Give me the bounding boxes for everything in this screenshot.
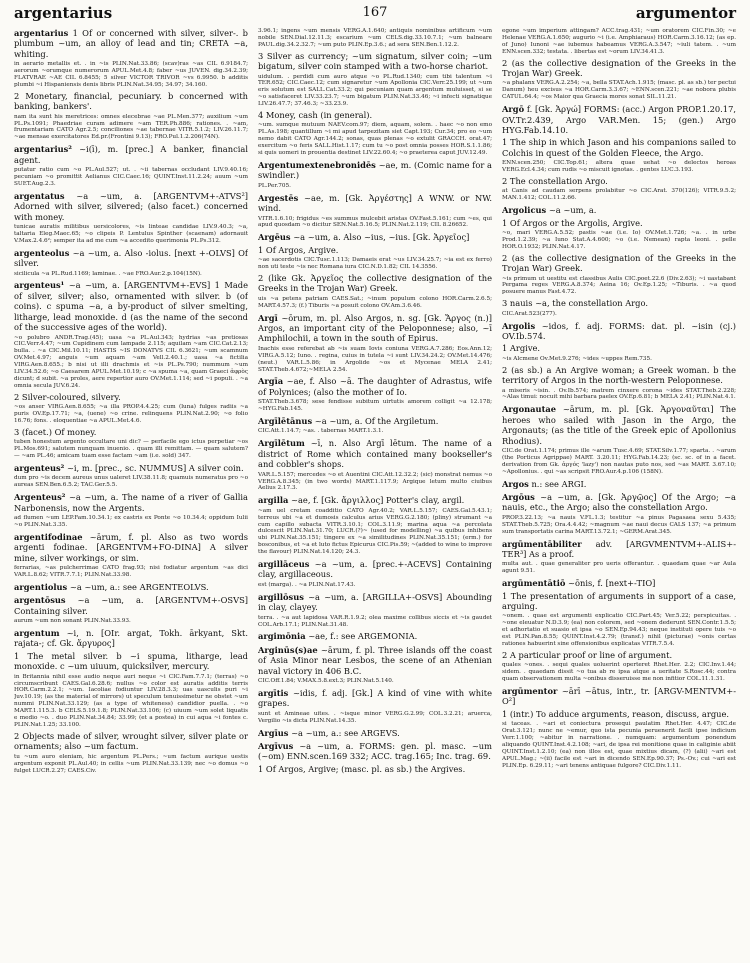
entry-text: ~i, n. [OIr. argat, Tokh. ārkyant, Skt. rajata-; cf. Gk. ἄργυρος]: [14, 628, 248, 649]
dictionary-entry: [258, 376, 492, 413]
citation-text: [502, 662, 736, 683]
headword: argentatus: [14, 190, 65, 201]
definition-text: [258, 728, 492, 738]
entry-text: 4 Money, cash (in general).: [258, 110, 373, 121]
headword: argītis: [258, 687, 289, 698]
entry-text: ~a ~um, a. FORMS: gen. pl. masc. ~um (~om) ENN.scen.169 332; ACC. trag.165; Inc. trag. 69.: [258, 740, 492, 762]
entry-text: ~a ~um, a. [ARGENTVM+-EVS] 1 Made of silver, silver; also, ornamented with silver. b (of coins). c spuma ~a, a by-product of silver smelting, litharge, lead monoxide. d (as the name of the second of the successive ages of the world).: [14, 280, 248, 333]
citation-text: [258, 615, 492, 629]
citation-text: [502, 356, 736, 363]
entry-text: tu ~um auro eleniam, hic argentum PL.Pers.; ~um factum aurique uestis argentum exponit PL.Aul.40; in cellis ~um PLIN.Nat.33.139; nec ~o domus ~o fulget LUCR.2.27; CAES.Civ.: [14, 753, 248, 774]
citation-text: [14, 439, 248, 460]
entry-text: a miseris ~isin. . Ov.Ib.574; matrem cinxere corona ~ides STAT.Theb.2.228; ~Alas timui: nocuit mihi barbara paelex OV.Ep.6.81; b MELA 2.41; PLIN.Nat.4.1.: [502, 387, 736, 401]
entry-text: terra. . ~a aut lapidosa VAR.R.1.9.2; olea maxime collibus siccis et ~is gaudet COL.Arb.17.1; PLIN.Nat.31.48.: [258, 614, 492, 628]
definition-text: [502, 321, 736, 342]
headword: Argīa: [258, 376, 284, 387]
headword: Argīvus: [258, 740, 294, 751]
dictionary-entry: [14, 463, 248, 489]
entry-text: multa aut. . quae generaliter pro ueris offerantur. . quaedam quae ~ar Aula agunt 9.51.: [502, 561, 736, 575]
entry-text: at Canis ad caudam serpens prolabitur ~o CIC.Arat. 370(126); VITR.9.5.2; MAN.1.412; COL.11.2.66.: [502, 188, 736, 202]
entry-text: ~a ~um, a. [prec.+-ACEVS] Containing clay, argillaceous.: [258, 559, 492, 580]
definition-text: [258, 273, 492, 294]
left-guide-word: argentarius: [14, 4, 113, 22]
headword: Argīlētānus: [258, 416, 313, 427]
entry-text: ~a ~um, a. [ARGENTVM+-ATVS²] Adorned with silver, silvered; (also facet.) concerned with money.: [14, 190, 248, 222]
definition-text: [258, 160, 492, 181]
entry-text: ~ae sacerdotis CIC.Tusc.1.113; Damaeis erat ~us LIV.34.25.7; ~ia est ex ferro) non uti teste ~is nec Romana iura CIC.N.D.1.82; CIL 14.3556.: [258, 257, 492, 271]
right-guide-word: argumentor: [635, 4, 736, 22]
entry-text: CIC.Off.1.84; V.MAX.5.8.ext.3; PLIN.Nat.5.140.: [258, 678, 394, 685]
headword: Argōus: [502, 492, 535, 502]
citation-text: [14, 754, 248, 775]
citation-text: [502, 311, 736, 318]
citation-text: [14, 565, 248, 579]
dictionary-entry: [14, 595, 248, 625]
citation-text: [502, 28, 736, 56]
entry-text: nam ita sunt his meretrices: omnes elecebrae ~ae PL.Men.377; auxilium ~um PL.Ps.1091; Phaedriae curam adimere ~am TER.Ph.886; rationes. . ~am, frumentariam CATO Agr.2.5; conciliones ~ae tabernae VITR.5.1.2; LIV.26.11.7; ~ae mensae exercitatores Ed.pr.(Frontini 9.13); FRO.Pul.1.2.206(74N).: [14, 113, 248, 141]
definition-text: [502, 58, 736, 79]
citation-text: [258, 508, 492, 556]
entry-text: 1 The ship in which Jason and his companions sailed to Colchis in quest of the Golden Fleece, the Argo.: [502, 137, 736, 158]
entry-text: 2 (as the collective designation of the Greeks in the Trojan War) Greek.: [502, 252, 736, 274]
entry-text: CIC.Att.1.14.7; ~as. . tabernas MART.1.3.1.: [258, 428, 384, 435]
headword: Argīus: [258, 727, 289, 738]
entry-text: quales ~ones. . sequi quales uoluerint operteret Rhet.Her. 2.2; CIC.Inv.1.44; sidem. . quaedam dissit ~o tua ab re ipsa atque a ueritate S.Rosc.44; contra quam observationem multa ~onibus disseruisse me non infitior COL.11.1.31.: [502, 662, 736, 683]
entry-text: ENN.scen.250; CIC.Top.61; altera quae uehat ~o delectos heroas VERG.Ecl.4.34; cum rudis ~o miscuit ignotas. . gentes LUC.3.193.: [502, 160, 736, 174]
dictionary-entry: [258, 28, 492, 157]
citation-text: [14, 475, 248, 489]
definition-text: [258, 645, 492, 676]
definition-text: [502, 365, 736, 386]
dictionary-entry: [14, 582, 248, 592]
definition-text: [14, 532, 248, 563]
dictionary-entry: [258, 495, 492, 556]
citation-text: [502, 188, 736, 202]
citation-text: [258, 28, 492, 49]
definition-text: [258, 741, 492, 762]
dictionary-entry: [258, 688, 492, 725]
entry-text: 3 nauis ~a, the constellation Argo.: [502, 298, 648, 309]
dictionary-entry: [14, 280, 248, 460]
entry-text: ~i(ī), m. [prec.] A banker, financial agent.: [14, 144, 248, 165]
citation-text: [502, 561, 736, 575]
page-number: 167: [362, 5, 388, 20]
headword: argentum: [14, 628, 60, 638]
entry-text: ferrarias, ~as pulcherrimae CATO frag.93; nisi fodiatur argentum ~as dici VAR.L.8.62; VITR.7.7.1; PLIN.Nat.33.98.: [14, 565, 248, 578]
dictionary-entry: [502, 205, 736, 317]
entry-text: f. [Gk. Ἀργώ] FORMS: (acc.) Argon PROP.1.20.17, OV.Tr.2.439, Argo VAR.Men. 15; (gen.) Argo HYG.Fab.14.10.: [502, 104, 736, 135]
definition-text: [258, 438, 492, 469]
definition-text: [258, 193, 492, 214]
definition-text: [14, 595, 248, 616]
definition-text: [258, 416, 492, 426]
citation-text: [258, 257, 492, 271]
dictionary-entry: [14, 144, 248, 188]
entry-text: 2 (as the collective designation of the Greeks in the Trojan War) Greek.: [502, 57, 736, 79]
dictionary-entry: [258, 416, 492, 435]
dictionary-entry: [258, 645, 492, 685]
definition-text: [14, 582, 248, 592]
definition-text: [258, 51, 492, 72]
dictionary-entry: [502, 492, 736, 536]
headword: argenteolus: [14, 247, 70, 258]
dictionary-entry: [258, 438, 492, 492]
definition-text: [14, 28, 248, 59]
dictionary-entry: [14, 191, 248, 245]
citation-text: [502, 388, 736, 402]
entry-text: ~a ~um, a.: [548, 205, 597, 216]
dictionary-entry: [502, 404, 736, 475]
entry-text: tuben honestum argento occultare uni dic? — perfacile ego ictus perpetiar ~os PL.Mos.691; salutem nunquam inuenio. . quam illi remittam. — quam salutem? — ~am PL.46; amicam tuam esse factam ~am (i.e. sold) 347.: [14, 439, 248, 460]
dictionary-entry: [258, 193, 492, 230]
entry-text: 1 The metal silver. b ~i spuma, litharge, lead monoxide. c ~um uiuum, quicksilver, mercury.: [14, 650, 248, 672]
definition-text: [258, 376, 492, 397]
entry-text: 3 (facet.) Of money.: [14, 426, 97, 437]
citation-text: [502, 230, 736, 251]
definition-text: [14, 248, 248, 269]
entry-text: est (marga). . ~a PLIN.Nat.17.43.: [258, 581, 356, 588]
entry-text: sicilicula ~a PL.Rud.1169; laminae. . ~ae FRO.Aur.2.p.104(15N).: [14, 270, 202, 277]
entry-text: ~i, m. [prec., sc. NUMMUS] A silver coin.: [66, 463, 244, 473]
citation-text: [258, 216, 492, 230]
entry-text: sunt et Amineae uites. . ~isque minor VERG.G.2.99; COL.3.2.21; aruerca, Vergilio ~is dicta PLIN.Nat.14.35.: [258, 710, 492, 724]
dictionary-entry: [502, 686, 736, 770]
definition-text: [502, 104, 736, 135]
entry-text: ~am uel cretam coadditio CATO Agr.40.2; VAR.L.5.157; CAES.Gal.5.43.1; terreus ubi ~a et dumosis calculus arius VERG.G.2.180; (pliny) strumant ~a cum capillo subacta VITR.3.10.1; COL.3.11.9; marina aqua ~a percolata dulcescit PLIN.Nat.31.70; LUCR.(?)~ (used for modelling) ~a quibus inhibens ubi PLIN.Nat.35.151; tingere ex ~a similitudines PLIN.Nat.35.151; (erm.) for bosconibus, et ~a et luto fictus Epicurus CIC.Pis.59; ~(added to wine to improve the flavour) PLIN.Nat.14.120; 24.3.: [258, 507, 492, 556]
dictionary-entry: [258, 313, 492, 374]
dictionary-entry: [502, 28, 736, 101]
entry-text: dum pro ~is decem aureus unus ualeret LIV.38.11.8; quamuis numeratus pro ~o aureas SEN.Ben.6.5.2; TAC.Ger.5.5.: [14, 475, 248, 489]
dictionary-entry: [258, 160, 492, 190]
definition-text: [14, 91, 248, 112]
definition-text: [502, 404, 736, 446]
entry-text: ~ae, f.: see ARGEMONIA.: [308, 631, 418, 642]
entry-text: ~um. sumque mutuum NAEV.com.97; diem, aquam, solem. . haec ~o non emo PL.As.198; quantillum ~i mi apud tarpezitam siet Capt.193; Cur.34; pro eo ~um nemo dabit CATO Agr.144.2; sonas, quas plenas ~o extulit GRACCH. orat.47; exercitum ~o feris SALL.Hist.1.17; cum tu ~o post omnia posses HOR.S.1.1.86; si quis uomeri in prouentia destinet LIV.22.60.4; ~o praeterea caput JUV.12.49.: [258, 122, 492, 157]
headword: Argō: [502, 104, 525, 115]
definition-text: [14, 651, 248, 672]
headword: Argolis: [502, 320, 536, 331]
citation-text: [258, 678, 492, 685]
definition-text: [502, 686, 736, 707]
definition-text: [502, 137, 736, 158]
definition-text: [502, 492, 736, 513]
headword: Argīlētum: [258, 438, 305, 449]
entry-text: PROP.3.22.13; ~a nauis V.FL.1.3; testitur ~a pinus Pagasaea sexu 5.435; STAT.Theb.5.725; Ora.4.4.42; ~magnum ~ae naui decus CALS 137; ~a primum sum transportatis carina MART.13.72.1; ~GERM.Arat.345.: [502, 514, 736, 535]
entry-text: 1 The presentation of arguments in support of a case, arguing.: [502, 590, 736, 611]
headword: argentarius: [14, 28, 69, 38]
citation-text: [14, 335, 248, 390]
dictionary-entry: [14, 492, 248, 529]
citation-text: [14, 167, 248, 188]
definition-text: [14, 463, 248, 473]
entry-text: ~a ~um, a. [Gk. Ἀργῷος] Of the Argo; ~a nauis, etc., the Argo; also the constellation Argo.: [502, 492, 736, 513]
definition-text: [502, 578, 736, 588]
dictionary-entry: [502, 578, 736, 683]
headword: Argestēs: [258, 192, 299, 203]
dictionary-entry: [14, 628, 248, 774]
entry-text: ~ārum, f. pl. Also as two words argenti fodinae. [ARGENTVM+FO-DINA] A silver mine, silver workings, or sim.: [14, 531, 248, 563]
headword: Argonautae: [502, 404, 557, 415]
headword: argimōnia: [258, 631, 306, 642]
entry-text: 1 (intr.) To adduce arguments, reason, discuss, argue.: [502, 708, 730, 719]
dictionary-entry: [502, 321, 736, 402]
entry-text: ~ae, m. [Gk. Ἀργέστης] A WNW. or NW. wind.: [258, 192, 492, 214]
headword: argūmentor: [502, 686, 558, 697]
entry-text: ~a ~um, a.: see ARGEVS.: [291, 727, 400, 738]
citation-text: [258, 346, 492, 374]
citation-text: [14, 404, 248, 425]
headword: argentōsus: [14, 595, 66, 606]
dictionary-entry: [14, 28, 248, 141]
citation-text: [258, 472, 492, 493]
definition-text: [258, 232, 492, 242]
definition-text: [258, 495, 492, 505]
column-1: [14, 28, 248, 958]
entry-text: ~a ~um, a.: see ARGENTEOLVS.: [69, 581, 209, 592]
definition-text: [258, 313, 492, 344]
entry-text: 1 Argive.: [502, 343, 541, 354]
citation-text: [14, 674, 248, 729]
dictionary-entry: [258, 232, 492, 309]
citation-text: [14, 224, 248, 245]
citation-text: [258, 296, 492, 310]
entry-text: 3.96.1; ingens ~um mensis VERG.A.1.640; antiquis nominibus artificum ~um nobile SEN.Dial.12.11.3; escarium ~um CELS.dig.33.10.7.1; ~um balneare PAUL.dig.34.2.32.7; ~um puto PLIN.Ep.3.6.; ad sera SEN.Ben.1.12.2.: [258, 28, 492, 48]
entry-text: uidulum. . perdidi cum auro atque ~o PL.Rud.1340; cum tibi talentum ~i TER.652; CIC.Caec.12; cum signaretur ~um Apollonia CIC.Verr.25.199; ut ~um eris solutum est SALL.Cat.33.2; qui pecuniam quam argentum muluisset, si se ~o satisfaceret LIV.33.23.7; ~um bigatum PLIN.Nat.33.46; ~i infecti signatique LIV.26.47.7; 37.46.3; ~33.23.9.: [258, 73, 492, 108]
headword: argillōsus: [258, 591, 304, 602]
definition-text: [14, 731, 248, 752]
citation-text: [502, 721, 736, 769]
entry-text: VAR.L.5.157; mercedes ~o et Auentini CIC.Att.12.32.2; (sic) monstrat nemus ~o VERG.A.8.345; (in two words) MART.1.117.9; Argique letum multo ciuibus Aelius 2.17.3.: [258, 471, 492, 492]
entry-text: in Britannia nihil esse audio neque auri neque ~i CIC.Fam.7.7.1; (terras) ~o circumscribunt CAES.Gal.6.28.6; nullus ~o color est auratis additis terris HOR.Carm.2.2.1; ~um. Iacoliae fodiuntur LIV.28.3.3; uas uasculis puri ~i Juv.10.19; (as the material of mirrors) ut speculum tenuissimetur ne obstet ~um nummi PLIN.Nat.33.129; (as a type of whiteness) candidior puella. . ~o MART.1.115.3. b CELS.5.19.1.8; PLIN.Nat.33.106; (c) uiuum ~um solet liquatis e medio ~o. . duo PLIN.Nat.34.84; 33.99; (et a postea) in cui aqua ~i fontes c. PLIN.Nat.1.25; 33.100.: [14, 673, 248, 728]
entry-text: 2 A particular proof or line of argument.: [502, 649, 673, 660]
citation-text: [258, 183, 492, 190]
entry-text: 2 The constellation Argo.: [502, 176, 608, 186]
entry-text: ~ae, f. Also ~ā. The daughter of Adrastus, wife of Polynices; (also the mother of Io.: [258, 376, 492, 397]
headword: Argolicus: [502, 205, 547, 216]
entry-text: Inachis esse referebat ab ~is suam Iovis coniuna VERG.A.7.286; Eos.Ann.12; VIRG.A.5.12; Iuno. . regina, cuius in tutela ~i sunt LIV.34.24.2; OV.Met.14.476; (neut.) VAR.L.5.86; in Argolide ~os et Mycenae MELA 2.41; STAT.Theb.4.672;~MELA 2.54.: [258, 345, 492, 373]
citation-text: [14, 61, 248, 89]
entry-text: ~a ~um, a. [ARGENTVM+-OSVS] Containing silver.: [14, 595, 248, 616]
citation-text: [502, 276, 736, 297]
definition-text: [502, 650, 736, 660]
entry-text: ~ārī ~ātus, intr., tr. [ARGV-MENTVM+-O²]: [502, 686, 736, 707]
citation-text: [258, 122, 492, 157]
citation-text: [502, 515, 736, 536]
entry-text: 1 Of Argos, Argive.: [258, 244, 339, 255]
entry-text: ~o, mari VERG.A.5.52; pastis ~ae (i.e. Io) OV.Met.1.726; ~a. . in urbe Prod.1.2.39; ~a Iuno Stat.A.4.600; ~o (i.e. Nemean) rapta leoni. . pelle HOR.O.1932; PLIN.Nat.4.17.: [502, 230, 736, 250]
entry-text: ~ae, f. [Gk. ἄργιλλος] Potter's clay, argil.: [291, 495, 465, 506]
entry-text: 3 Silver as currency; ~um signatum, silver coin; ~um bigatum, silver coin stamped with a two-horse chariot.: [258, 50, 492, 72]
entry-text: ad flumen ~um LEP.Fam.10.34.1; ex castris ex Ponte ~o 10.34.4; oppidum Iulii ~o PLIN.Nat.3.35.: [14, 515, 248, 528]
entry-text: aurum ~um non sonant PLIN.Nat.33.93.: [14, 618, 131, 625]
citation-text: [258, 74, 492, 109]
citation-text: [258, 711, 492, 725]
definition-text: [502, 539, 736, 560]
entry-text: ~o polubro ANDR.Trag.(45); uasa ~a PL.Aul.343; hydrias ~as pretiosas CIC.Verr.4.47; ~um Cupidinem cum lampade 2.115; aquilam ~am CIC.Cat.2.13; bulla. . ~a CIC.Mil.10.11; HASTIS ~IS DONATVS CIL 6.3621; ~um scamnum OV.Met.4.97; anguis ~um aquam ~am Vell.2.40.1.; uasa ~a fictilia VIRG.Aen.8.655.; b nisi ut illi drachmis et ~is PL.Ps.790; nummum ~um LIV.34.52.6; ~o Caesarem APUL.Met.10.19; c ~a spuma ~a, quam Graeci ἀφρὸς dicunt; d subit. ~a proles, aere repertior auro OV.Met.1.114; sed ~i populi. . ~a omnia secula JUV.6.24.: [14, 334, 248, 389]
headword: argūmentābiliter: [502, 538, 582, 549]
dictionary-entry: [502, 479, 736, 489]
definition-text: [502, 176, 736, 186]
headword: Arginūs(s)ae: [258, 644, 318, 655]
definition-text: [258, 631, 492, 641]
headword: Argentumextenebronidēs: [258, 160, 376, 170]
headword: argentifodinae: [14, 531, 83, 542]
entry-text: ~a ~um, a. Also -iolus. [next +-OLVS] Of silver.: [14, 247, 248, 269]
citation-text: [502, 613, 736, 648]
entry-text: ~onem. . quae est argumenti explicatio CIC.Part.45; Ver.5.22; perspicuitas. . ~one eleuatur N.D.3.9; (ea) non colorem, sed ~onem dederunt SEN.Contr.1.5.5; et adhortatio et suasio et ipsa ~o SEN.Ep.94.43; neque instituti opere tuis ~o est PLIN.Pan.8.55; QUINT.Inst.4.2.79; (transf.) nihil (picturae) ~onis certas rationes habuerint sine offensionibus explicatas VITR.7.5.4.: [502, 613, 736, 647]
entry-text: CIC.Arat.523(277).: [502, 310, 557, 317]
definition-text: [258, 110, 492, 120]
definition-text: [14, 280, 248, 332]
entry-text: uis ~a petens patriam CAES.Sat.; ~inum populum colono HOR.Carm.2.6.5; MART.4.57.3; (f.) Tiburis ~a posuit colono OV.Am.3.6.46.: [258, 295, 492, 309]
headword: argenteus²: [14, 463, 65, 473]
entry-text: 2 Objects made of silver, wrought silver, silver plate or ornaments; also ~um factum.: [14, 730, 248, 752]
definition-text: [502, 218, 736, 228]
citation-text: [258, 428, 492, 435]
entry-text: ~idis, f. adj. [Gk.] A kind of vine with white grapes.: [258, 687, 492, 709]
entry-text: STAT.Theb.3.678; sese fendisse subitum uirtutis amorem colligit ~a 12.178; ~HYG.Fab.145.: [258, 399, 492, 413]
column-2: [258, 28, 492, 958]
headword: Argenteus²: [14, 492, 66, 503]
dictionary-entry: [258, 728, 492, 738]
entry-text: 2 (as sb.) a An Argive woman; a Greek woman. b the territory of Argos in the north-western Peloponnese.: [502, 364, 736, 386]
definition-text: [258, 245, 492, 255]
headword: argentiolus: [14, 581, 68, 592]
citation-text: [14, 515, 248, 529]
entry-text: ~ī, n. Also Argī lētum. The name of a district of Rome which contained many bookseller's and cobbler's shops.: [258, 438, 492, 470]
entry-text: ~a ~um, a. Also ~ius, ~ius. [Gk. Ἀργεῖος]: [293, 232, 470, 243]
citation-text: [258, 399, 492, 413]
column-3: [502, 28, 736, 958]
headword: argillāceus: [258, 559, 310, 570]
definition-text: [502, 343, 736, 353]
entry-text: 1 Of Argos or the Argolis, Argive.: [502, 217, 643, 228]
headword: argilla: [258, 495, 289, 506]
entry-text: PL.Per.705.: [258, 182, 291, 189]
entry-text: adv. [ARGVMENTVM+-ALIS+-TER³] As a proof.: [502, 538, 736, 559]
definition-text: [14, 392, 248, 402]
headword: argenteus¹: [14, 280, 65, 291]
definition-text: [258, 688, 492, 709]
headword: Argēus: [258, 232, 291, 243]
dictionary-entry: [258, 592, 492, 629]
citation-text: [502, 160, 736, 174]
columns: [14, 28, 736, 958]
entry-text: 1 Of or concerned with silver, silver-. b plumbum ~um, an alloy of lead and tin; CRETA ~a, whiting.: [14, 28, 248, 59]
definition-text: [502, 253, 736, 274]
entry-text: 1 Of Argos, Argive; (masc. pl. as sb.) the Argives.: [258, 763, 466, 774]
entry-text: 2 Silver-coloured, silvery.: [14, 391, 121, 402]
entry-text: in aerario metallis et. . in ~is PLIN.Nat.33.86; (scav)ras ~as CIL 6.9184.7; aerorum ~orumque numerorum APUL.Met.4.8; faber ~us JUVEN. dig.34.2.39; FLATVRAE ~AE CIL 6.8455; 5 silver VICTOR TRIVOR ~vs 6.9950. b additis plumbi ~i Hispaniensis denis libris PLIN.Nat.34.95; 34.97; 34.160.: [14, 61, 248, 88]
headword: Argos: [502, 478, 529, 489]
entry-text: ~a ~um, a. [ARGILLA+-OSVS] Abounding in clay, clayey.: [258, 591, 492, 613]
entry-text: ~is Alcmene Ov.Met.9.276; ~ides ~uppes Rem.735.: [502, 355, 652, 362]
citation-text: [502, 448, 736, 476]
definition-text: [14, 144, 248, 165]
entry-text: ~is primum ut uestitu est classibus Aulis CIC.poet.22.6 (Div.2.63); ~i uastabant Pergama reges VERG.A.8.374; Aeina 16; Ov.Ep.1.25; ~Tiburis. . ~a quod posuere manus Fast.4.72.: [502, 275, 736, 296]
citation-text: [14, 618, 248, 625]
entry-text: ~ōnis, f. [next+-TIO]: [568, 578, 656, 589]
dictionary-entry: [502, 104, 736, 202]
headword: argentarius²: [14, 144, 72, 155]
definition-text: [14, 492, 248, 513]
definition-text: [14, 191, 248, 222]
entry-text: putatur ratio cum ~o PL.Aul.527; ut. . ~ii tabernas occludant LIV.9.40.16; pecuniam ~o promittit Aelianus CIC.Caec.16; QUINT.Inst.11.2.24; auum ~um SUET.Aug.2.3.: [14, 167, 248, 187]
entry-text: si taceas. . ~ari et coniectura prosequi paulatim Rhet.Her. 4.47; CIC.de Orat.3.121; nunc ne ~emur, quo ista pecunia peruenerit facili ipse indicium Verr.1.100; ~abitur in narratione. . numquam: argumentum ponendum aliquando QUINT.Inst.4.2.108; ~ari, de ipsa rei monitione quae in caliginie abiit QUINT.Inst.1.2.10; (ea) non illos est, quae mixtius dicam, (?) (alii) ~ari est APUL.Mag.; ~(ii) facile est ~ari in dicendo SEN.Ep.90.37; Ps.-Ov.; cui ~ari est PLIN.Ep. 6.29.11; ~ari tenens antiquae fulgore? CIC.Div.1.11.: [502, 721, 736, 769]
entry-text: VITR.1.6.10; frigidus ~es summus mulcebit aristas OV.Fast.5.161; cum ~es, qui apud quosdam ~o dicitur SEN.Nat.5.16.5; PLIN.Nat.2.119; CIL 8.26652.: [258, 215, 492, 229]
page-header: [14, 4, 736, 26]
dictionary-entry: [502, 539, 736, 576]
entry-text: ~ae, m. (Comic name for a swindler.): [258, 160, 492, 181]
dictionary-entry: [258, 631, 492, 641]
definition-text: [502, 479, 736, 489]
entry-text: n.: see ARGI.: [531, 478, 587, 489]
definition-text: [258, 592, 492, 613]
entry-text: 2 Monetary, financial, pecuniary. b concerned with banking, bankers'.: [14, 90, 248, 112]
citation-text: [258, 582, 492, 589]
dictionary-entry: [14, 248, 248, 278]
definition-text: [502, 709, 736, 719]
headword: argūmentātiō: [502, 578, 566, 589]
citation-text: [502, 80, 736, 101]
dictionary-entry: [258, 741, 492, 774]
definition-text: [14, 628, 248, 649]
definition-text: [14, 427, 248, 437]
entry-text: ~os anser VIRG.Aen.8.655; ~a illa PROP.4.4.25; cum (luna) fulges radiis ~a puris OV.Ep.17.71; ~a, (uene) ~o crine. relinquens PLIN.Nat.2.90; ~o folio 16.76; fons. . eloquentiae ~a APUL.Met.4.6.: [14, 404, 248, 424]
entry-text: CIC.de Orat.1.174; primus ille ~arum Tusc.4.69; STAT.Silv.1.77; sparta. . ~arum (the Porticus Agrippae) MART. 3.20.11; HYG.Fab.14.23; (sc. sc. of in a facet. derivation from Gk. ἀργός 'lazy') non nautas puto nos, sed ~as MART. 3.67.10; ~Apollonius. . qui ~as scripsit FRO.Aur.4.p.106 (158N).: [502, 447, 736, 475]
definition-text: [502, 205, 736, 215]
entry-text: ~ārum, m. pl. [Gk. Ἀργοναῦται] The heroes who sailed with Jason in the Argo, the Argonauts; (as the title of the Greek epic of Apollonius Rhodius).: [502, 404, 736, 446]
entry-text: ~ārum, f. pl. Three islands off the coast of Asia Minor near Lesbos, the scene of an Athenian naval victory in 406 B.C.: [258, 644, 492, 676]
entry-text: 2 (like Gk. Ἀργεῖος the collective designation of the Greeks in the Trojan War) Greek.: [258, 272, 492, 294]
definition-text: [258, 559, 492, 580]
entry-text: tunicae auratis militibus uersicolores, ~is linteae candidae LIV.9.40.3; ~a, taltaria Eleg.Maec.65; ~o clipeis P. Lentulus Spinther (scaenam) adornauit V.Max.2.4.6²; semper ita ad me cum ~a accedito querimonia PL.Ps.312.: [14, 224, 248, 244]
definition-text: [258, 764, 492, 774]
definition-text: [502, 298, 736, 308]
citation-text: [14, 114, 248, 142]
definition-text: [502, 591, 736, 612]
headword: Argī: [258, 312, 278, 323]
dictionary-entry: [258, 559, 492, 589]
citation-text: [14, 271, 248, 278]
entry-text: ~idos, f. adj. FORMS: dat. pl. ~isin (cj.) OV.Ib.574.: [502, 320, 736, 341]
entry-text: ~a phalanx VERG.A.2.254; ~a, bella STAT.Ach.1.915; (masc. pl. as sb.) ter pectui Danum) heu excisus ~a HOR.Carm.3.3.67; ~ENN.scen.221; ~ae nobora plubis CATUL.64.4; ~os Maior qua Graecia mores sonat SIL.11.21.: [502, 80, 736, 101]
entry-text: egone ~um imperium attingam? ACC.trag.431; ~um oratorem CIC.Fin.30; ~e Helenae VERG.A.1.650; augurio ~i (i.e. Amphiaraus) HOR.Carm.3.16.12; (as ep. of Juno) Iunoni ~ae iubemus habeamus VERG.A.3.547; ~iuli tatem. . ~um ENN.scen.332; testata. . libertas est ~orum LIV.34.41.3.: [502, 28, 736, 55]
entry-text: ~a ~um, a. Of the Argiletum.: [314, 416, 439, 427]
entry-text: ~a ~um, a. The name of a river of Gallia Narbonensis, now the Argents.: [14, 492, 248, 513]
entry-text: ~ōrum, m. pl. Also Argos, n. sg. [Gk. Ἄργος (n.)] Argos, an important city of the Peloponnese; also, ~ī Amphilochii, a town in the south of Epirus.: [258, 312, 492, 344]
dictionary-entry: [14, 532, 248, 579]
